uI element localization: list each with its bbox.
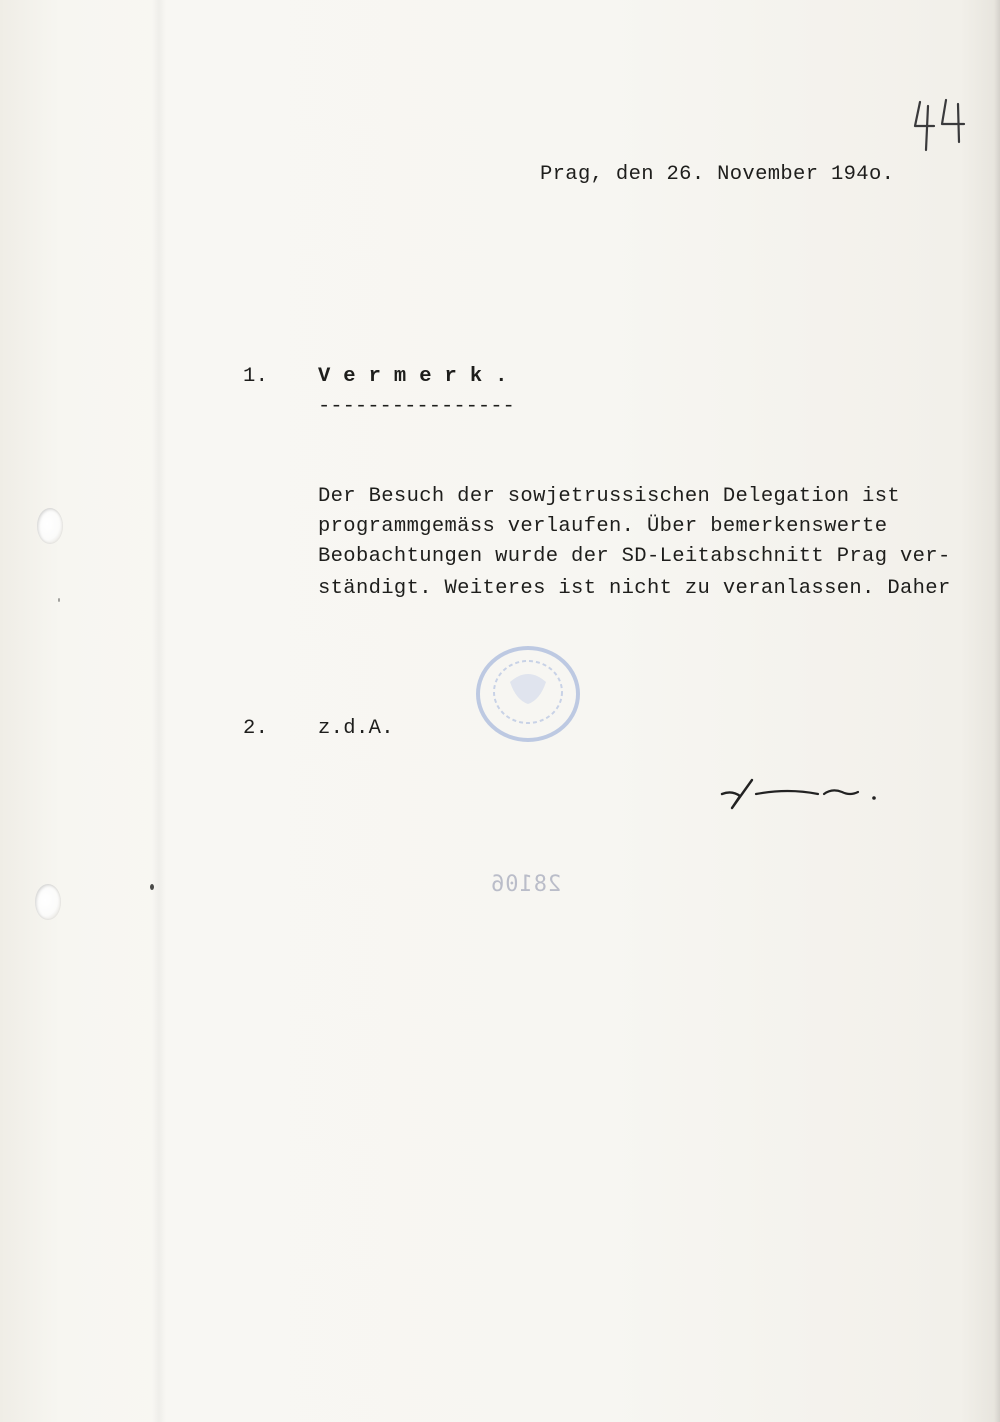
paper-speck xyxy=(58,598,60,602)
body-line-3: Beobachtungen wurde der SD-Leitabschnitt Prag ver- xyxy=(318,545,951,568)
section-1-number: 1. xyxy=(243,365,269,388)
paper-speck xyxy=(150,884,154,890)
body-line-1: Der Besuch der sowjetrussischen Delegation ist xyxy=(318,485,900,508)
round-rubber-stamp xyxy=(470,642,586,746)
punch-hole-top xyxy=(37,508,63,544)
handwritten-signature xyxy=(718,772,888,812)
body-line-4: ständigt. Weiteres ist nicht zu veranlassen. Daher xyxy=(318,577,951,600)
body-line-2: programmgemäss verlaufen. Über bemerkenswerte xyxy=(318,515,888,538)
section-1-title-underline: ---------------- xyxy=(318,395,515,418)
handwritten-folio-number xyxy=(912,96,982,152)
section-2-text: z.d.A. xyxy=(318,717,394,740)
paper-fold-shadow xyxy=(152,0,166,1422)
paper-edge-shadow xyxy=(994,0,1000,1422)
date-line: Prag, den 26. November 194o. xyxy=(540,163,895,186)
section-1-title: V e r m e r k . xyxy=(318,365,508,388)
punch-hole-bottom xyxy=(35,884,61,920)
show-through-number-stamp: 28106 xyxy=(490,872,562,897)
section-2-number: 2. xyxy=(243,717,269,740)
